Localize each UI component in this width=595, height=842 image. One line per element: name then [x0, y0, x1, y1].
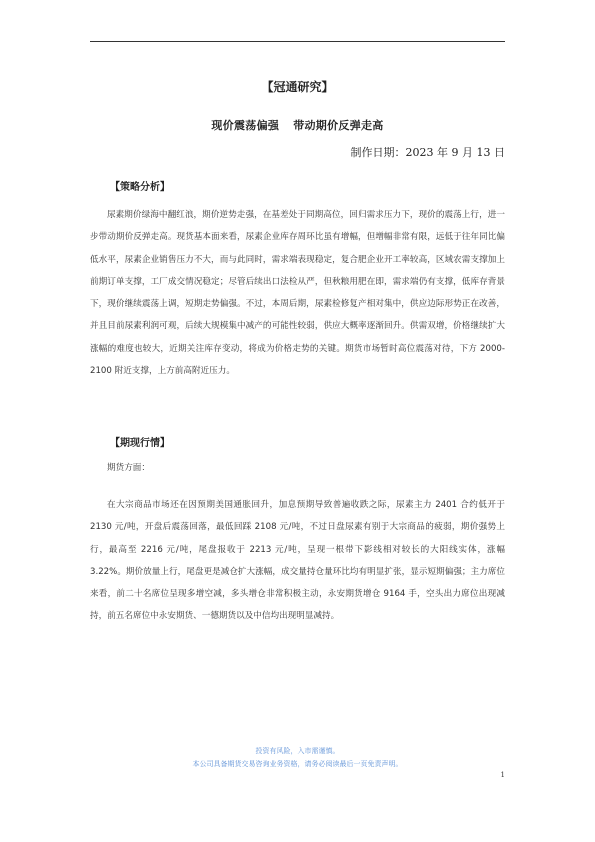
- footer-disclaimer: [0, 745, 595, 771]
- subtitle-part-1: 现价震荡偏强: [211, 119, 280, 132]
- market-heading: 【期现行情】: [110, 438, 170, 449]
- strategy-paragraph: 尿素期价绿海中翻红浪，期价逆势走强，在基差处于同期高位，回归需求压力下，现价的震荡上行，进一步带动期价反弹走高。现货基本面来看，尿素企业库存周环比虽有增幅，但增幅非常有限，远低于往年同比偏低水平，尿素企业销售压力不大，而与此同时，需求端表现稳定，复合肥企业开工率较高，区域农需支撑加上前期订单支撑，工厂成交情况稳定；尽管后续出口法检从严，但秋粮用肥在即，需求端仍有支撑，低库存背景下，现价继续震荡上调，短期走势偏强。不过，本周后期，尿素检修复产相对集中，供应边际形势正在改善，并且目前尿素利润可观，后续大规模集中减产的可能性较弱，供应大概率逐渐回升。供需双增，价格继续扩大涨幅的难度也较大，近期关注库存变动，将成为价格走势的关键。期货市场暂时高位震荡对待，下方 2000-2100 附近支撑，上方前高附近压力。: [90, 210, 505, 377]
- page-number: 1: [500, 771, 505, 779]
- document-subtitle: [0, 117, 595, 133]
- document-date: 制作日期：2023 年 9 月 13 日: [350, 146, 505, 159]
- strategy-heading: 【策略分析】: [110, 182, 170, 193]
- futures-label: 期货方面：: [107, 463, 150, 473]
- header-rule: [90, 41, 505, 42]
- footer-line-1: 投资有风险，入市需谨慎。: [255, 747, 340, 755]
- market-paragraph: 在大宗商品市场还在因预期美国通胀回升，加息预期导致普遍收跌之际，尿素主力 2401 合约低开于 2130 元/吨，开盘后震荡回落，最低回踩 2108 元/吨，不过日盘尿素有别于大宗商品的疲弱，期价强势上行，最高至 2216 元/吨，尾盘报收于 2213 元/吨，呈现一根带下影线相对较长的大阳线实体，涨幅 3.22%。期价放量上行，尾盘更是减仓扩大涨幅，成交量持仓量环比均有明显扩张，显示短期偏强；主力席位来看，前二十名席位呈现多增空减，多头增仓非常积极主动，永安期货增仓 9164 手，空头出力席位出现减持，前五名席位中永安期货、一德期货以及中信均出现明显减持。: [90, 500, 505, 622]
- footer-line-2: 本公司具备期货交易咨询业务资格，请务必阅读最后一页免责声明。: [192, 760, 403, 768]
- subtitle-part-2: 带动期价反弹走高: [293, 119, 384, 132]
- document-title: 【冠通研究】: [261, 80, 334, 94]
